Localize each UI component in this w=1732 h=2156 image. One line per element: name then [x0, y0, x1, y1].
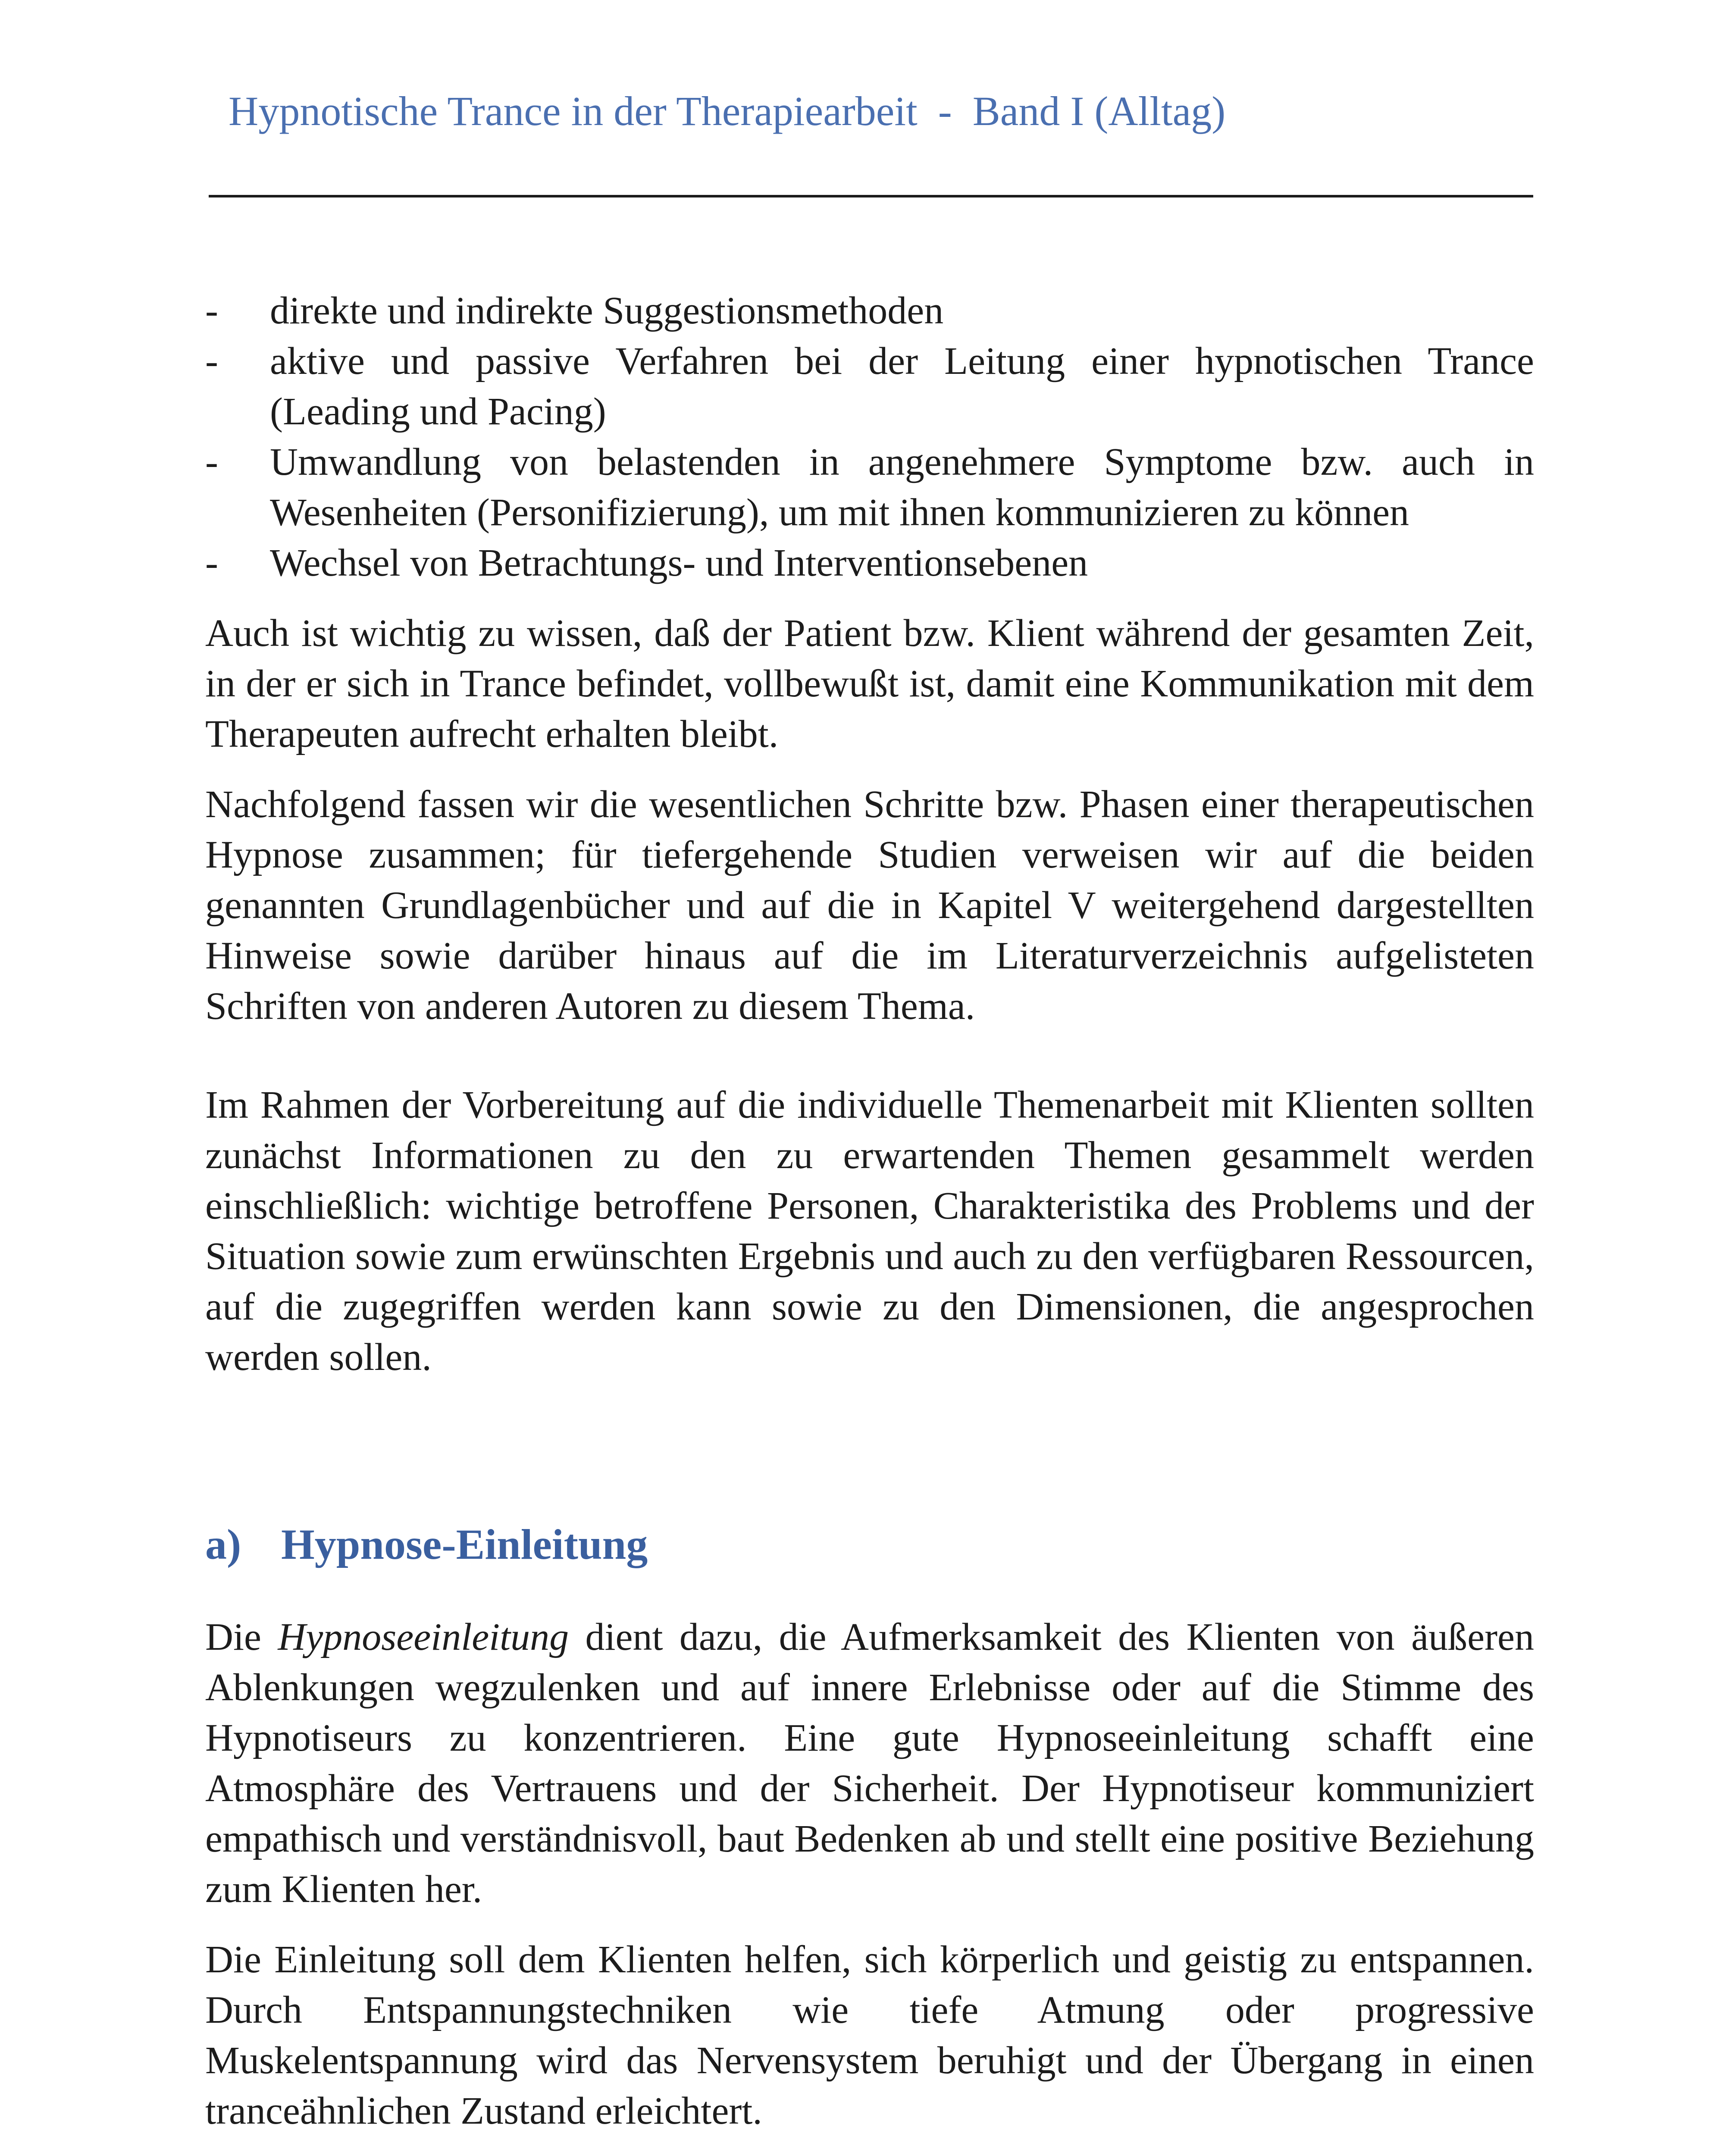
- list-item-text: Umwandlung von belastenden in angenehmere Symptome bzw. auch in Wesenheiten (Personifizierung), um mit ihnen kommunizieren zu können: [270, 441, 1534, 534]
- bullet-dash: -: [205, 441, 218, 483]
- paragraph: Die Einleitung soll dem Klienten helfen, sich körperlich und geistig zu entspannen. Durch Entspannungstechniken wie tiefe Atmung oder progressive Muskelentspannung wird das Nervensystem beruhigt und der Übergang in einen tranceähnlichen Zustand erleichtert.: [205, 1938, 1534, 2132]
- list-item-text: aktive und passive Verfahren bei der Leitung einer hypnotischen Trance (Leading und Pacing): [270, 340, 1534, 433]
- header-rule: [209, 195, 1533, 197]
- paragraph: [205, 1612, 1534, 1915]
- list-item: [205, 538, 1534, 588]
- emphasis-term: Hypnoseeinleitung: [278, 1616, 569, 1658]
- list-item: [205, 336, 1534, 437]
- section-heading: [205, 1519, 1534, 1570]
- list-item: [205, 437, 1534, 538]
- running-header-title: Hypnotische Trance in der Therapiearbeit - Band I (Alltag): [229, 88, 1226, 134]
- list-item-text: Wechsel von Betrachtungs- und Interventionsebenen: [270, 542, 1088, 584]
- section-number: a): [205, 1520, 241, 1568]
- paragraph: Im Rahmen der Vorbereitung auf die individuelle Themenarbeit mit Klienten sollten zunächst Informationen zu den zu erwartenden Themen gesammelt werden einschließlich: wichtige betroffene Personen, Charakteristika des Problems und der Situation sowie zum erwünschten Ergebnis und auch zu den verfügbaren Ressourcen, auf die zugegriffen werden kann sowie zu den Dimensionen, die angesprochen werden sollen.: [205, 1084, 1534, 1379]
- paragraph-prefix: Die: [205, 1616, 278, 1658]
- paragraph: Auch ist wichtig zu wissen, daß der Patient bzw. Klient während der gesamten Zeit, in der er sich in Trance befindet, vollbewußt ist, damit eine Kommunikation mit dem Therapeuten aufrecht erhalten bleibt.: [205, 612, 1534, 755]
- bullet-list: [205, 285, 1534, 588]
- page-body: [205, 285, 1534, 2156]
- list-item: [205, 285, 1534, 336]
- section-title: Hypnose-Einleitung: [281, 1520, 648, 1568]
- paragraph: Nachfolgend fassen wir die wesentlichen Schritte bzw. Phasen einer therapeutischen Hypnose zusammen; für tiefergehende Studien verweisen wir auf die beiden genannten Grundlagenbücher und auf die in Kapitel V weitergehend dargestellten Hinweise sowie darüber hinaus auf die im Literaturverzeichnis aufgelisteten Schriften von anderen Autoren zu diesem Thema.: [205, 783, 1534, 1028]
- bullet-dash: -: [205, 542, 218, 584]
- bullet-dash: -: [205, 340, 218, 382]
- list-item-text: direkte und indirekte Suggestionsmethoden: [270, 289, 944, 332]
- paragraph-rest: dient dazu, die Aufmerksamkeit des Klienten von äußeren Ablenkungen wegzulenken und auf innere Erlebnisse oder auf die Stimme des Hypnotiseurs zu konzentrieren. Eine gute Hypnoseeinleitung schafft eine Atmosphäre des Vertrauens und der Sicherheit. Der Hypnotiseur kommuniziert empathisch und verständnisvoll, baut Bedenken ab und stellt eine positive Beziehung zum Klienten her.: [205, 1616, 1534, 1911]
- bullet-dash: -: [205, 289, 218, 332]
